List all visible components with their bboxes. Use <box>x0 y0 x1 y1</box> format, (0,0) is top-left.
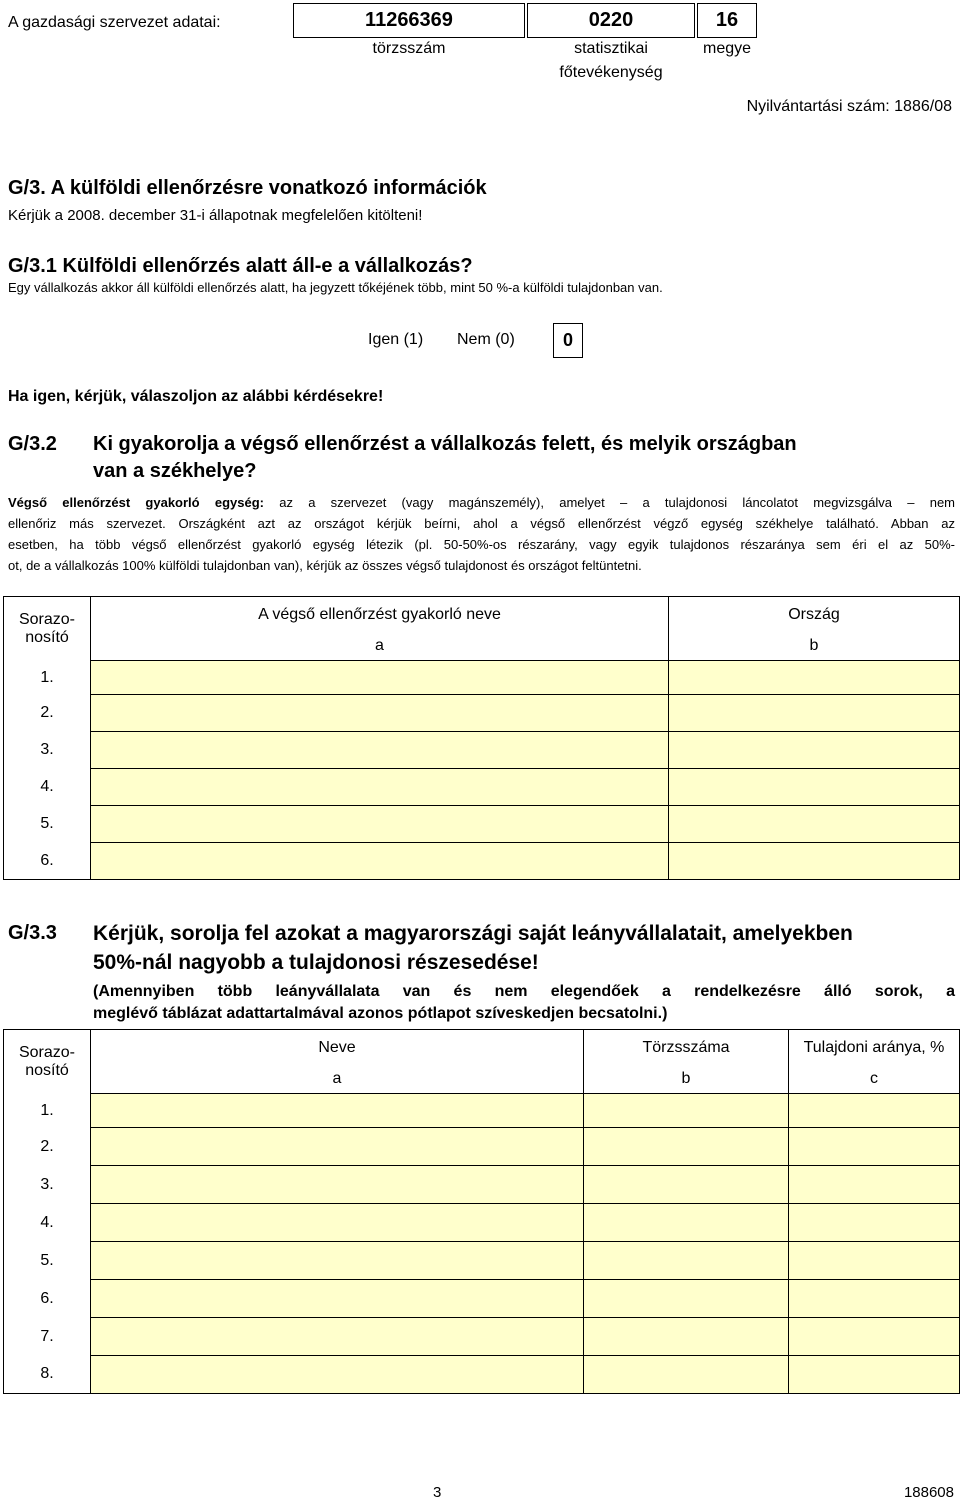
rowid-header-line-2: nosító <box>25 1061 69 1079</box>
section-g33-title-1: Kérjük, sorolja fel azokat a magyarországi saját leányvállalatait, amelyekben <box>93 922 853 945</box>
subsidiary-name-input[interactable] <box>91 1128 584 1166</box>
controller-country-input[interactable] <box>669 695 960 732</box>
controller-name-input[interactable] <box>91 806 669 843</box>
col-c-header: Tulajdoni aránya, % <box>789 1030 960 1066</box>
statisztikai-caption-2: főtevékenység <box>559 64 663 81</box>
subsidiary-name-input[interactable] <box>91 1280 584 1318</box>
row-number: 3. <box>4 732 91 769</box>
controller-country-input[interactable] <box>669 806 960 843</box>
subsidiary-id-input[interactable] <box>584 1094 789 1128</box>
row-number: 3. <box>4 1166 91 1204</box>
torzsszam-caption: törzsszám <box>372 40 446 57</box>
rowid-header-line-2: nosító <box>25 628 69 646</box>
definition-line-2: ellenőriz más szervezet. Országként azt az országot kérjük beírni, ahol a végső ellenőrzést végző egység székhelye található. Abban az <box>8 516 955 531</box>
controller-name-input[interactable] <box>91 732 669 769</box>
subsidiary-share-input[interactable] <box>789 1242 960 1280</box>
section-g3-subtitle: Kérjük a 2008. december 31-i állapotnak megfelelően kitölteni! <box>8 207 423 224</box>
subsidiary-id-input[interactable] <box>584 1128 789 1166</box>
subsidiary-id-input[interactable] <box>584 1242 789 1280</box>
subsidiary-share-input[interactable] <box>789 1318 960 1356</box>
subsidiary-id-input[interactable] <box>584 1204 789 1242</box>
definition-line-4: ot, de a vállalkozás 100% külföldi tulajdonban van), kérjük az összes végső tulajdonost és országot feltüntetni. <box>8 558 642 573</box>
subsidiary-name-input[interactable] <box>91 1356 584 1394</box>
subsidiary-share-input[interactable] <box>789 1166 960 1204</box>
definition-line-1: az a szervezet (vagy magánszemély), amelyet – a tulajdonosi láncolatot megvizsgálva – nem <box>263 495 955 510</box>
registration-number: Nyilvántartási szám: 1886/08 <box>746 98 952 115</box>
subsidiary-id-input[interactable] <box>584 1280 789 1318</box>
controller-name-input[interactable] <box>91 769 669 806</box>
subsidiary-id-input[interactable] <box>584 1318 789 1356</box>
controller-country-input[interactable] <box>669 732 960 769</box>
controller-name-input[interactable] <box>91 843 669 880</box>
megye-field[interactable]: 16 <box>697 3 757 38</box>
megye-caption: megye <box>702 40 752 57</box>
row-number: 4. <box>4 769 91 806</box>
page-number: 3 <box>433 1484 442 1501</box>
section-g32-title-2: van a székhelye? <box>93 460 257 482</box>
row-number: 7. <box>4 1318 91 1356</box>
col-b-letter: b <box>584 1066 789 1094</box>
statisztikai-field[interactable]: 0220 <box>527 3 695 38</box>
section-g32-code: G/3.2 <box>8 433 57 455</box>
footer-code: 188608 <box>903 1484 954 1501</box>
rowid-header <box>4 597 91 661</box>
definition-term: Végső ellenőrzést gyakorló egység: <box>8 495 264 510</box>
row-number: 5. <box>4 1242 91 1280</box>
row-number: 5. <box>4 806 91 843</box>
col-c-letter: c <box>789 1066 960 1094</box>
subsidiary-id-input[interactable] <box>584 1356 789 1394</box>
subsidiary-name-input[interactable] <box>91 1204 584 1242</box>
col-a-letter: a <box>91 633 669 661</box>
followup-instruction: Ha igen, kérjük, válaszoljon az alábbi kérdésekre! <box>8 388 384 405</box>
controller-country-input[interactable] <box>669 661 960 695</box>
subsidiary-share-input[interactable] <box>789 1204 960 1242</box>
definition-line-3: esetben, ha több végső ellenőrzést gyakorló egység létezik (pl. 50-50%-os részarány, vagy egyik tulajdonos részaránya sem éri el az 50%- <box>8 537 955 552</box>
section-g3-title: G/3. A külföldi ellenőrzésre vonatkozó információk <box>8 177 487 199</box>
controller-name-input[interactable] <box>91 695 669 732</box>
ultimate-controller-table <box>3 596 960 880</box>
row-number: 6. <box>4 1280 91 1318</box>
subsidiary-name-input[interactable] <box>91 1242 584 1280</box>
controller-name-input[interactable] <box>91 661 669 695</box>
foreign-control-answer[interactable]: 0 <box>553 323 583 358</box>
row-number: 1. <box>4 1094 91 1128</box>
org-label: A gazdasági szervezet adatai: <box>8 14 221 31</box>
subsidiary-id-input[interactable] <box>584 1166 789 1204</box>
section-g33-note-1: (Amennyiben több leányvállalata van és nem elegendőek a rendelkezésre álló sorok, a <box>93 983 955 1000</box>
row-number: 2. <box>4 1128 91 1166</box>
col-b-letter: b <box>669 633 960 661</box>
torzsszam-field[interactable]: 11266369 <box>293 3 525 38</box>
subsidiaries-table <box>3 1029 960 1394</box>
col-a-header: A végső ellenőrzést gyakorló neve <box>91 597 669 633</box>
rowid-header-line-1: Sorazo- <box>18 610 76 628</box>
row-number: 1. <box>4 661 91 695</box>
row-number: 4. <box>4 1204 91 1242</box>
rowid-header <box>4 1030 91 1094</box>
section-g31-title: G/3.1 Külföldi ellenőrzés alatt áll-e a vállalkozás? <box>8 255 473 277</box>
section-g32-title-1: Ki gyakorolja a végső ellenőrzést a vállalkozás felett, és melyik országban <box>93 433 797 455</box>
col-a-letter: a <box>91 1066 584 1094</box>
row-number: 6. <box>4 843 91 880</box>
subsidiary-name-input[interactable] <box>91 1318 584 1356</box>
section-g33-note <box>93 981 955 1025</box>
rowid-header-line-1: Sorazo- <box>18 1043 76 1061</box>
section-g33-note-2: meglévő táblázat adattartalmával azonos pótlapot szíveskedjen becsatolni.) <box>93 1005 668 1022</box>
section-g33-title-2: 50%-nál nagyobb a tulajdonosi részesedése! <box>93 951 539 974</box>
col-b-header: Törzsszáma <box>584 1030 789 1066</box>
statisztikai-caption-1: statisztikai <box>574 40 648 57</box>
subsidiary-share-input[interactable] <box>789 1094 960 1128</box>
row-number: 2. <box>4 695 91 732</box>
section-g33-code: G/3.3 <box>8 922 57 944</box>
subsidiary-share-input[interactable] <box>789 1280 960 1318</box>
section-g31-note: Egy vállalkozás akkor áll külföldi ellenőrzés alatt, ha jegyzett tőkéjének több, mint 50 %-a külföldi tulajdonban van. <box>8 280 663 295</box>
col-a-header: Neve <box>91 1030 584 1066</box>
subsidiary-name-input[interactable] <box>91 1094 584 1128</box>
nem-label: Nem (0) <box>457 331 515 348</box>
controller-country-input[interactable] <box>669 843 960 880</box>
subsidiary-share-input[interactable] <box>789 1128 960 1166</box>
row-number: 8. <box>4 1356 91 1394</box>
subsidiary-name-input[interactable] <box>91 1166 584 1204</box>
subsidiary-share-input[interactable] <box>789 1356 960 1394</box>
controller-country-input[interactable] <box>669 769 960 806</box>
col-b-header: Ország <box>669 597 960 633</box>
section-g32-definition <box>8 492 955 576</box>
igen-label: Igen (1) <box>368 331 424 348</box>
